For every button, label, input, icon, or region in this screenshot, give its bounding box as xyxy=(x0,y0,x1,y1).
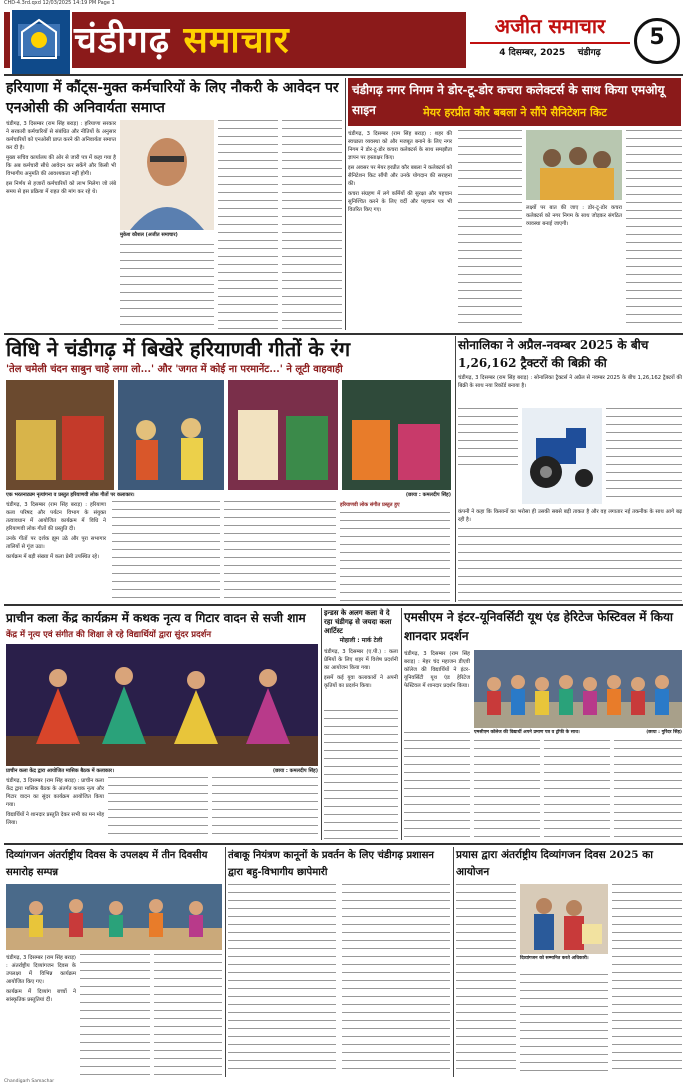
headline-indus: इन्डस के अलग कला वे दे रहा चंडीगढ़ से जयदा कला आर्टिस्ट xyxy=(324,608,392,635)
article-mc-col1: चंडीगढ़, 3 दिसम्बर (राम सिंह बराड़) : शहर की स्वच्छता व्यवस्था को और मजबूत बनाने के लिए नगर निगम ने डोर-टू-डोर कचरा कलेक्टर्स के साथ समझौता ज्ञापन पर हस्ताक्षर किए। इस अवसर पर मेयर हरप्रीत कौर बबला ने कलेक्टर्स को सैनिटेशन किट सौंपी और उनके योगदान की सराहना की। कचरा संग्रहण में लगे कर्मियों की सुरक्षा और पहचान सुनिश्चित करने के लिए वर्दी और पहचान पत्र भी वितरित किए गए। xyxy=(348,131,452,213)
article-tobacco-col2-text xyxy=(342,884,450,1076)
article-festival-col3-text xyxy=(224,501,336,601)
festival-photo-caption: एक भरतनाट्यम नृत्यांगना व प्रस्तुत हरियाणवी लोक गीतों पर कलाकार। xyxy=(6,492,135,498)
article-divyang-col2-text xyxy=(80,954,150,1076)
column-rule xyxy=(453,847,454,1077)
footer: Chandigarh Samachar xyxy=(4,1079,55,1084)
column-rule xyxy=(345,78,346,330)
article-prayas-col3-text xyxy=(612,884,682,1076)
byline-indus: मोहाली : मार्क टेली xyxy=(339,637,383,644)
article-kathak-col2-text xyxy=(108,777,208,839)
article-mcm-col1: चंडीगढ़, 3 दिसम्बर (राम सिंह बराड़) : मेहर चंद महाजन डीएवी कॉलेज की विद्यार्थियों ने इंटर-यूनिवर्सिटी यूथ एंड हेरिटेज फेस्टिवल में शानदार प्रदर्शन किया। xyxy=(404,651,470,689)
headline-divyang: दिव्यांगजन अंतर्राष्ट्रीय दिवस के उपलक्ष्य में तीन दिवसीय समारोह सम्पन्न xyxy=(6,850,208,878)
tractor-photo xyxy=(522,408,602,504)
mcm-photo xyxy=(474,650,682,728)
dateline xyxy=(470,42,630,62)
article-sonalika-body: कंपनी ने कहा कि किसानों का भरोसा ही उसकी सबसे बड़ी ताकत है और वह लगातार नई तकनीक के साथ आगे बढ़ रही है। xyxy=(458,509,682,523)
article-haryana-col3-text xyxy=(218,120,278,330)
article-kathak-col3-text xyxy=(212,777,318,839)
column-rule xyxy=(455,336,456,602)
column-rule xyxy=(401,608,402,840)
headline-mc: चंडीगढ़ नगर निगम ने डोर-टू-डोर कचरा कलेक्टर्स के साथ किया एमओयू साइन xyxy=(352,83,665,117)
mcm-photo-caption: एमसीएम कॉलेज की विद्यार्थी अपने प्रमाण पत्र व ट्रॉफी के साथ। xyxy=(474,730,580,735)
headline-sonalika: सोनालिका ने अप्रैल-नवम्बर 2025 के बीच 1,26,162 ट्रैक्टरों की बिक्री की xyxy=(458,338,649,370)
festival-col-subhead: हरियाणवी लोक संगीत प्रस्तुत हुए xyxy=(340,502,400,508)
article-divyang-col1: चंडीगढ़, 3 दिसम्बर (राम सिंह बराड़) : अंतर्राष्ट्रीय दिव्यांगजन दिवस के उपलक्ष्य में विभिन्न कार्यक्रम आयोजित किए गए। कार्यक्रम में दिव्यांग बच्चों ने सांस्कृतिक प्रस्तुतियां दीं। xyxy=(6,955,76,1003)
article-divyang-col3-text xyxy=(154,954,222,1076)
divider xyxy=(4,74,683,76)
divider xyxy=(4,333,683,335)
headline-prayas: प्रयास द्वारा अंतर्राष्ट्रीय दिव्यांगजन दिवस 2025 का आयोजन xyxy=(456,849,654,878)
article-festival-col4-text xyxy=(340,512,450,601)
headline-kathak: प्राचीन कला केंद्र कार्यक्रम में कथक नृत्य व गिटार वादन से सजी शाम xyxy=(6,611,306,625)
article-indus: चंडीगढ़, 3 दिसम्बर (ए.पी.) : कला प्रेमियों के लिए शहर में विशेष प्रदर्शनी का आयोजन किया गया। इसमें कई युवा कलाकारों ने अपनी कृतियों का प्रदर्शन किया। xyxy=(324,649,398,689)
article-sonalika-more-text xyxy=(458,528,682,602)
headline-mcm: एमसीएम ने इंटर-यूनिवर्सिटी यूथ एंड हेरिटेज फेस्टिवल में किया शानदार प्रदर्शन xyxy=(404,610,674,643)
subheadline-festival: 'तेल चमेली चंदन साबुन चाहे लगा लो...' और 'जगत में कोई ना परमानेंट...' ने लूटी वाहवाही xyxy=(6,364,343,375)
divider xyxy=(4,604,683,606)
kathak-photo-credit: (छाया : कमलदीप सिंह) xyxy=(272,768,318,774)
article-festival-col2-text xyxy=(112,501,220,601)
prayas-photo xyxy=(520,884,608,954)
article-haryana-col4-text xyxy=(282,120,342,330)
article-tobacco-col1-text xyxy=(228,884,336,1076)
article-sonalika-intro: चंडीगढ़, 3 दिसम्बर (राम सिंह बराड़) : सोनालिका ट्रैक्टर्स ने अप्रैल से नवम्बर 2025 के बीच 1,26,162 ट्रैक्टरों की बिक्री के साथ नया रिकॉर्ड बनाया है। xyxy=(458,375,682,389)
city-emblem xyxy=(10,8,72,76)
article-mc-col3: लक्ष्यों पर बात की जाए : डोर-टू-डोर कचरा कलेक्टर्स को नगर निगम के साथ जोड़कर संगठित व्यवस्था बनाई जाएगी। xyxy=(526,205,622,227)
festival-photo-strip xyxy=(6,380,451,490)
divyang-photo xyxy=(6,884,222,950)
city: चंडीगढ़ xyxy=(577,48,601,58)
paper-logo: अजीत समाचार xyxy=(494,14,606,38)
column-rule xyxy=(225,847,226,1077)
headline-haryana: हरियाणा में कौंट्स-मुक्त कर्मचारियों के लिए नौकरी के आवेदन पर एनओसी की अनिवार्यता समाप्त xyxy=(6,80,339,116)
section-title xyxy=(74,14,464,66)
article-indus-more-text xyxy=(324,710,398,840)
article-kathak-col1: चंडीगढ़, 3 दिसम्बर (राम सिंह बराड़) : प्राचीन कला केंद्र द्वारा मासिक बैठक के अंतर्गत कथक नृत्य और गिटार वादन का सुंदर कार्यक्रम आयोजित किया गया। विद्यार्थियों ने शानदार प्रस्तुति देकर सभी का मन मोह लिया। xyxy=(6,778,105,826)
article-sonalika-col3-text xyxy=(606,408,682,504)
headline-box-mc xyxy=(348,78,681,126)
article-haryana-col1: चंडीगढ़, 3 दिसम्बर (राम सिंह बराड़) : हरियाणा सरकार ने सरकारी कर्मचारियों से संबंधित और नीतियों के अनुसार कर्मचारियों को एनओसी प्राप्त करने की अनिवार्यता समाप्त कर दी है। मुख्य सचिव कार्यालय की ओर से जारी पत्र में कहा गया है कि अब कर्मचारी सीधे आवेदन कर सकेंगे और किसी भी विभागीय अनुमति की आवश्यकता नहीं होगी। इस निर्णय से हजारों कर्मचारियों को लाभ मिलेगा जो लंबे समय से इस प्रक्रिया में राहत की मांग कर रहे थे। xyxy=(6,121,116,195)
date: 4 दिसम्बर, 2025 xyxy=(499,48,566,58)
page-number: 5 xyxy=(634,18,680,64)
headline-festival: विधि ने चंडीगढ़ में बिखेरे हरियाणवी गीतों के रंग xyxy=(6,337,351,361)
article-mc-col2-text xyxy=(458,130,522,330)
section-title-part1: चंडीगढ़ xyxy=(74,19,170,61)
article-mcm-col3-text xyxy=(544,740,610,840)
section-title-part2: समाचार xyxy=(183,19,290,61)
prayas-photo-caption: दिव्यांगजन को सम्मानित करते अधिकारी। xyxy=(520,956,589,961)
kathak-photo-caption: प्राचीन कला केंद्र द्वारा आयोजित मासिक बैठक में कलाकार। xyxy=(6,768,114,774)
masthead xyxy=(4,8,683,72)
column-rule xyxy=(321,608,322,840)
mcm-photo-credit: (छाया : गुरिंदर सिंह) xyxy=(646,730,682,735)
subheadline-kathak: केंद्र में नृत्य एवं संगीत की शिक्षा ले रहे विद्यार्थियों द्वारा सुंदर प्रदर्शन xyxy=(6,630,212,640)
print-slug: CHD-4.3rd.qxd 12/03/2025 14:19 PM Page 1 xyxy=(4,0,115,6)
article-mc-col4-text xyxy=(626,130,682,330)
article-sonalika-col1-text xyxy=(458,408,518,468)
article-haryana-col2-text xyxy=(120,244,214,330)
article-mcm-col4-text xyxy=(614,740,682,840)
mc-photo xyxy=(526,130,622,200)
person-caption: मुकेश कौशल (अजीत समाचार) xyxy=(120,232,178,238)
kathak-photo xyxy=(6,644,318,766)
festival-photo-credit: (छाया : कमलदीप सिंह) xyxy=(405,492,451,498)
emblem-icon xyxy=(12,10,66,70)
article-prayas-col1-text xyxy=(456,884,516,1076)
article-mcm-col1-more-text xyxy=(404,732,470,840)
article-prayas-col2-text xyxy=(520,974,608,1076)
headline-tobacco: तंबाकू नियंत्रण कानूनों के प्रवर्तन के लिए चंडीगढ़ प्रशासन द्वारा बहु-विभागीय छापेमारी xyxy=(228,850,434,878)
person-photo xyxy=(120,120,214,230)
article-mcm-col2-text xyxy=(474,740,540,840)
divider xyxy=(4,843,683,845)
article-festival-col1: चंडीगढ़, 3 दिसम्बर (राम सिंह बराड़) : हरियाणा कला परिषद और पर्यटन विभाग के संयुक्त तत्वावधान में आयोजित कार्यक्रम में विधि ने हरियाणवी लोक गीतों की प्रस्तुति दी। उनके गीतों पर दर्शक झूम उठे और पूरा सभागार तालियों से गूंज उठा। कार्यक्रम में बड़ी संख्या में कला प्रेमी उपस्थित रहे। xyxy=(6,502,106,560)
subheadline-mc: मेयर हरप्रीत कौर बबला ने सौंपे सैनिटेशन किट xyxy=(423,106,607,119)
